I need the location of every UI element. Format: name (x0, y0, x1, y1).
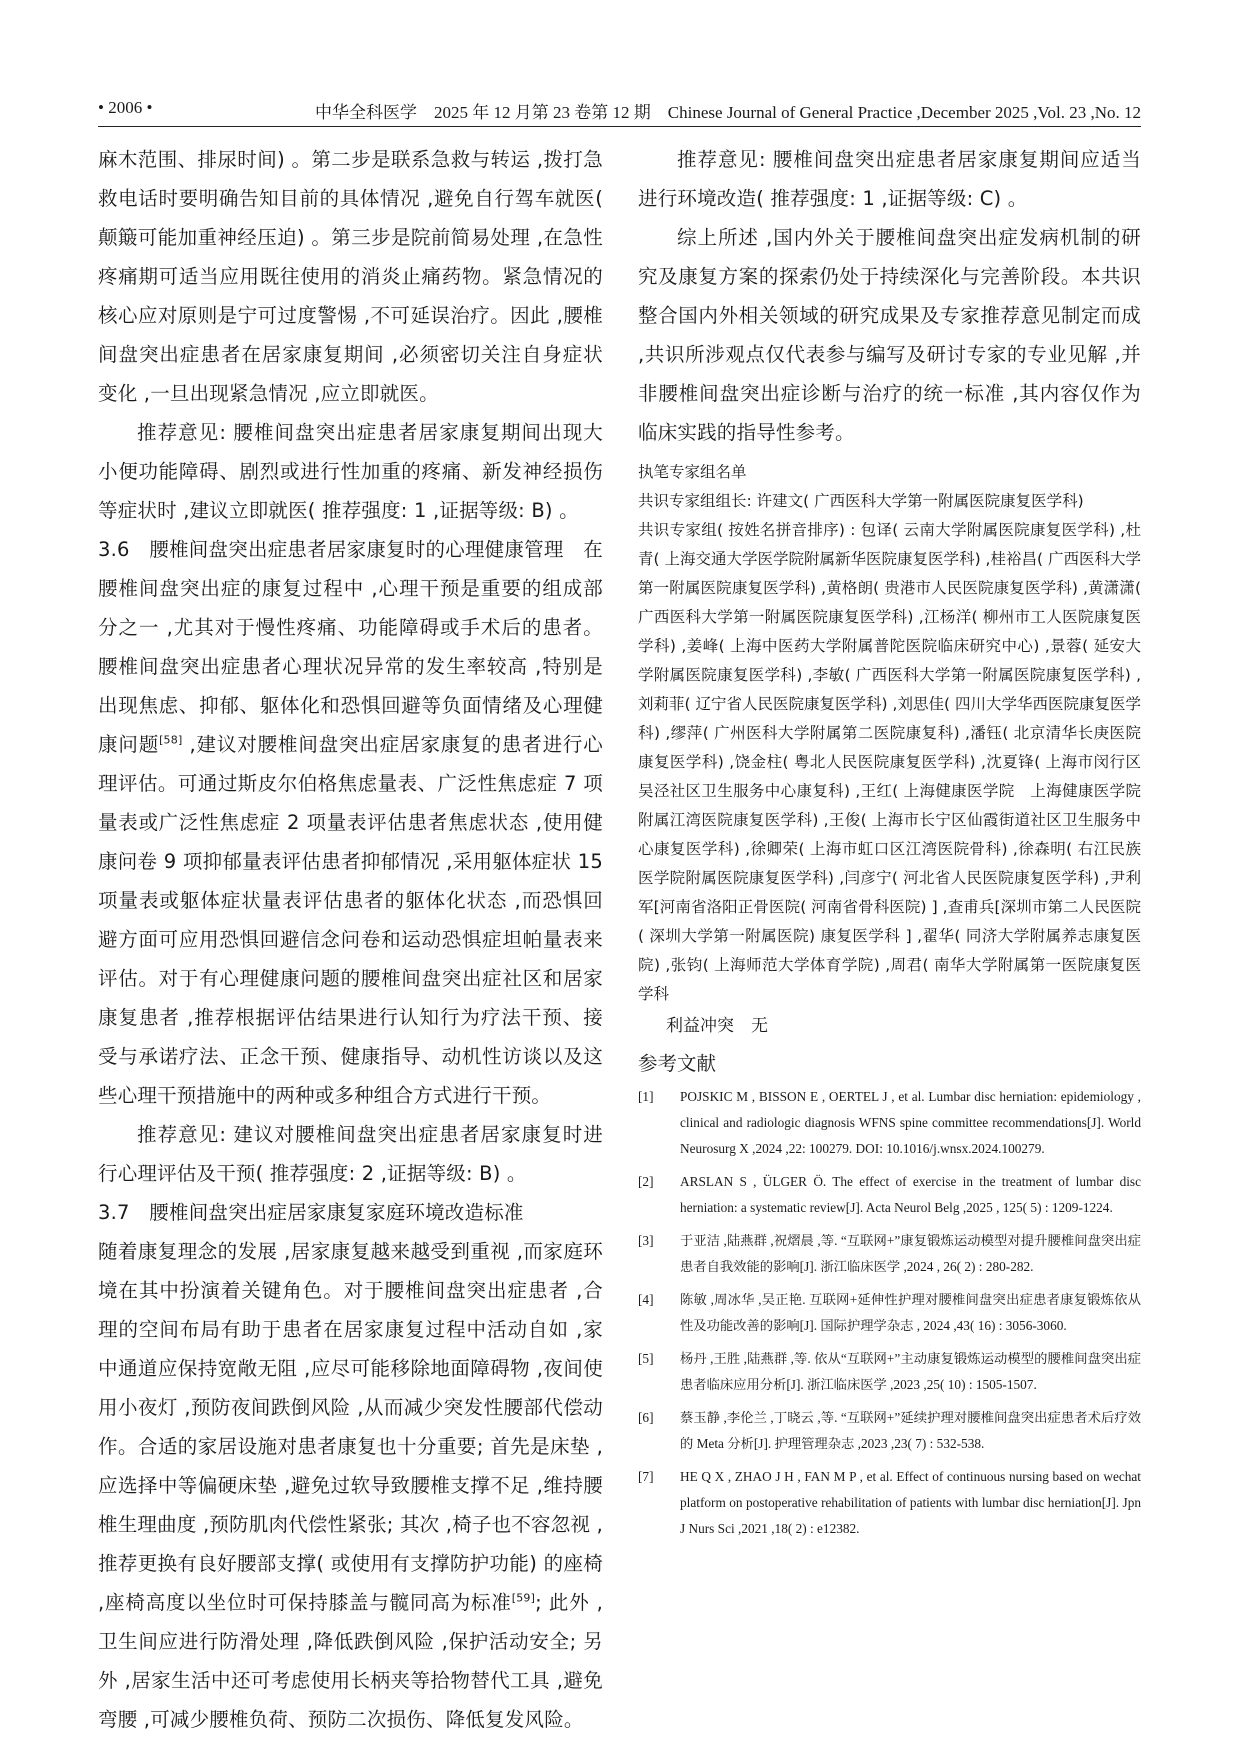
writers-heading: 执笔专家组名单 (638, 463, 747, 481)
reference-item (638, 1287, 1141, 1339)
reference-item (638, 1169, 1141, 1221)
section-3-7 (98, 1232, 603, 1739)
reference-number: [5] (638, 1351, 654, 1366)
reference-text: ARSLAN S , ÜLGER Ö. The effect of exercise in the treatment of lumbar disc herniation: a systematic review[J]. Acta Neurol Belg ,2025 , 125( 5) : 1209-1224. (680, 1174, 1141, 1215)
reference-item (638, 1464, 1141, 1542)
reference-text: 蔡玉静 ,李伦兰 ,丁晓云 ,等. “互联网+”延续护理对腰椎间盘突出症患者术后疗效的 Meta 分析[J]. 护理管理杂志 ,2023 ,23( 7) : 532-538. (680, 1410, 1141, 1451)
reference-item (638, 1084, 1141, 1162)
running-header (98, 96, 1141, 127)
conclusion-paragraph: 综上所述 ,国内外关于腰椎间盘突出症发病机制的研究及康复方案的探索仍处于持续深化与完善阶段。本共识整合国内外相关领域的研究成果及专家推荐意见制定而成 ,共识所涉观点仅代表参与编写及研讨专家的专业见解 ,并非腰椎间盘突出症诊断与治疗的统一标准 ,其内容仅作为临床实践的指导性参考。 (638, 226, 1141, 444)
section-3-6-text-b: ,建议对腰椎间盘突出症居家康复的患者进行心理评估。可通过斯皮尔伯格焦虑量表、广泛性焦虑症 7 项量表或广泛性焦虑症 2 项量表评估患者焦虑状态 ,使用健康问卷 9 项抑郁量表评估患者抑郁情况 ,采用躯体症状 15 项量表或躯体症状量表评估患者的躯体化状态 ,而恐惧回避方面可应用恐惧回避信念问卷和运动恐惧症坦帕量表来评估。对于有心理健康问题的腰椎间盘突出症社区和居家康复患者 ,推荐根据评估结果进行认知行为疗法干预、接受与承诺疗法、正念干预、健康指导、动机性访谈以及这些心理干预措施中的两种或多种组合方式进行干预。 (98, 733, 603, 1107)
recommendation-emergency: 推荐意见: 腰椎间盘突出症患者居家康复期间出现大小便功能障碍、剧烈或进行性加重的疼痛、新发神经损伤等症状时 ,建议立即就医( 推荐强度: 1 ,证据等级: B) 。 (98, 421, 603, 522)
references-heading: 参考文献 (638, 1052, 717, 1075)
citation-59: [59] (511, 1591, 536, 1605)
section-3-6-title: 3.6 腰椎间盘突出症患者居家康复时的心理健康管理 (98, 538, 564, 561)
recommendation-environment: 推荐意见: 腰椎间盘突出症患者居家康复期间应适当进行环境改造( 推荐强度: 1 ,证据等级: C) 。 (638, 148, 1141, 210)
group-leader: 共识专家组组长: 许建文( 广西医科大学第一附属医院康复医学科) (638, 492, 1084, 510)
citation-58: [58] (159, 733, 183, 747)
section-3-7-text-b: ; 此外 ,卫生间应进行防滑处理 ,降低跌倒风险 ,保护活动安全; 另外 ,居家生活中还可考虑使用长柄夹等拾物替代工具 ,避免弯腰 ,可减少腰椎负荷、预防二次损伤、降低复发风险。 (98, 1591, 603, 1731)
reference-text: 于亚洁 ,陆燕群 ,祝熠晨 ,等. “互联网+”康复锻炼运动模型对提升腰椎间盘突出症患者自我效能的影响[J]. 浙江临床医学 ,2024 , 26( 2) : 280-282. (680, 1233, 1141, 1274)
reference-text: 杨丹 ,王胜 ,陆燕群 ,等. 依从“互联网+”主动康复锻炼运动模型的腰椎间盘突出症患者临床应用分析[J]. 浙江临床医学 ,2023 ,25( 10) : 1505-1507. (680, 1351, 1141, 1392)
section-3-6-text-a: 在腰椎间盘突出症的康复过程中 ,心理干预是重要的组成部分之一 ,尤其对于慢性疼痛、功能障碍或手术后的患者。腰椎间盘突出症患者心理状况异常的发生率较高 ,特别是出现焦虑、抑郁、躯体化和恐惧回避等负面情绪及心理健康问题 (98, 538, 604, 756)
recommendation-psych: 推荐意见: 建议对腰椎间盘突出症患者居家康复时进行心理评估及干预( 推荐强度: 2 ,证据等级: B) 。 (98, 1123, 603, 1185)
group-members: 共识专家组( 按姓名拼音排序) : 包译( 云南大学附属医院康复医学科) ,杜青( 上海交通大学医学院附属新华医院康复医学科) ,桂裕昌( 广西医科大学第一附属医院康复医学科) ,黄格朗( 贵港市人民医院康复医学科) ,黄潇潇( 广西医科大学第一附属医院康复医学科) ,江杨洋( 柳州市工人医院康复医学科) ,姜峰( 上海中医药大学附属普陀医院临床研究中心) ,景蓉( 延安大学附属医院康复医学科) ,李敏( 广西医科大学第一附属医院康复医学科) ,刘莉菲( 辽宁省人民医院康复医学科) ,刘思佳( 四川大学华西医院康复医学科) ,缪萍( 广州医科大学附属第二医院康复科) ,潘钰( 北京清华长庚医院康复医学科) ,饶金柱( 粤北人民医院康复医学科) ,沈夏锋( 上海市闵行区吴泾社区卫生服务中心康复科) ,王红( 上海健康医学院 上海健康医学院附属江湾医院康复医学科) ,王俊( 上海市长宁区仙霞街道社区卫生服务中心康复医学科) ,徐卿荣( 上海市虹口区江湾医院骨科) ,徐森明( 右江民族医学院附属医院康复医学科) ,闫彦宁( 河北省人民医院康复医学科) ,尹利军[河南省洛阳正骨医院( 河南省骨科医院) ] ,查甫兵[深圳市第二人民医院( 深圳大学第一附属医院) 康复医学科 ] ,翟华( 同济大学附属养志康复医院) ,张钧( 上海师范大学体育学院) ,周君( 南华大学附属第一医院康复医学科 (638, 521, 1141, 1003)
conflict-of-interest: 利益冲突 无 (666, 1016, 768, 1036)
reference-text: POJSKIC M , BISSON E , OERTEL J , et al. Lumbar disc herniation: epidemiology , clinical and radiologic diagnosis WFNS spine committee recommendations[J]. World Neurosurg X ,2024 ,22: 100279. DOI: 10.1016/j.wnsx.2024.100279. (680, 1089, 1141, 1156)
right-column (638, 140, 1141, 1549)
reference-number: [7] (638, 1469, 654, 1484)
page-number: • 2006 • (98, 98, 153, 117)
reference-text: HE Q X , ZHAO J H , FAN M P , et al. Effect of continuous nursing based on wechat platform on postoperative rehabilitation of patients with lumbar disc herniation[J]. Jpn J Nurs Sci ,2021 ,18( 2) : e12382. (680, 1469, 1141, 1536)
left-column (98, 140, 603, 1739)
section-3-7-text-a: 随着康复理念的发展 ,居家康复越来越受到重视 ,而家庭环境在其中扮演着关键角色。对于腰椎间盘突出症患者 ,合理的空间布局有助于患者在居家康复过程中活动自如 ,家中通道应保持宽敞无阻 ,应尽可能移除地面障碍物 ,夜间使用小夜灯 ,预防夜间跌倒风险 ,从而减少突发性腰部代偿动作。合适的家居设施对患者康复也十分重要; 首先是床垫 ,应选择中等偏硬床垫 ,避免过软导致腰椎支撑不足 ,维持腰椎生理曲度 ,预防肌肉代偿性紧张; 其次 ,椅子也不容忽视 ,推荐更换有良好腰部支撑( 或使用有支撑防护功能) 的座椅 ,座椅高度以坐位时可保持膝盖与髋同高为标准 (98, 1240, 603, 1614)
reference-item (638, 1346, 1141, 1398)
reference-number: [3] (638, 1233, 654, 1248)
paragraph-emergency: 麻木范围、排尿时间) 。第二步是联系急救与转运 ,拨打急救电话时要明确告知目前的具体情况 ,避免自行驾车就医( 颠簸可能加重神经压迫) 。第三步是院前简易处理 ,在急性疼痛期可适当应用既往使用的消炎止痛药物。紧急情况的核心应对原则是宁可过度警惕 ,不可延误治疗。因此 ,腰椎间盘突出症患者在居家康复期间 ,必须密切关注自身症状变化 ,一旦出现紧急情况 ,应立即就医。 (98, 148, 603, 405)
section-3-7-title: 3.7 腰椎间盘突出症居家康复家庭环境改造标准 (98, 1201, 524, 1224)
reference-list (638, 1084, 1141, 1542)
reference-number: [1] (638, 1089, 654, 1104)
reference-number: [4] (638, 1292, 654, 1307)
section-3-6 (98, 530, 603, 1115)
reference-text: 陈敏 ,周冰华 ,吴正艳. 互联网+延伸性护理对腰椎间盘突出症患者康复锻炼依从性及功能改善的影响[J]. 国际护理学杂志 , 2024 ,43( 16) : 3056-3060. (680, 1292, 1141, 1333)
reference-item (638, 1228, 1141, 1280)
journal-info: 中华全科医学 2025 年 12 月第 23 卷第 12 期 Chinese Journal of General Practice ,December 2025 ,Vol. 23 ,No. 12 (315, 103, 1141, 122)
reference-number: [2] (638, 1174, 654, 1189)
reference-item (638, 1405, 1141, 1457)
reference-number: [6] (638, 1410, 654, 1425)
